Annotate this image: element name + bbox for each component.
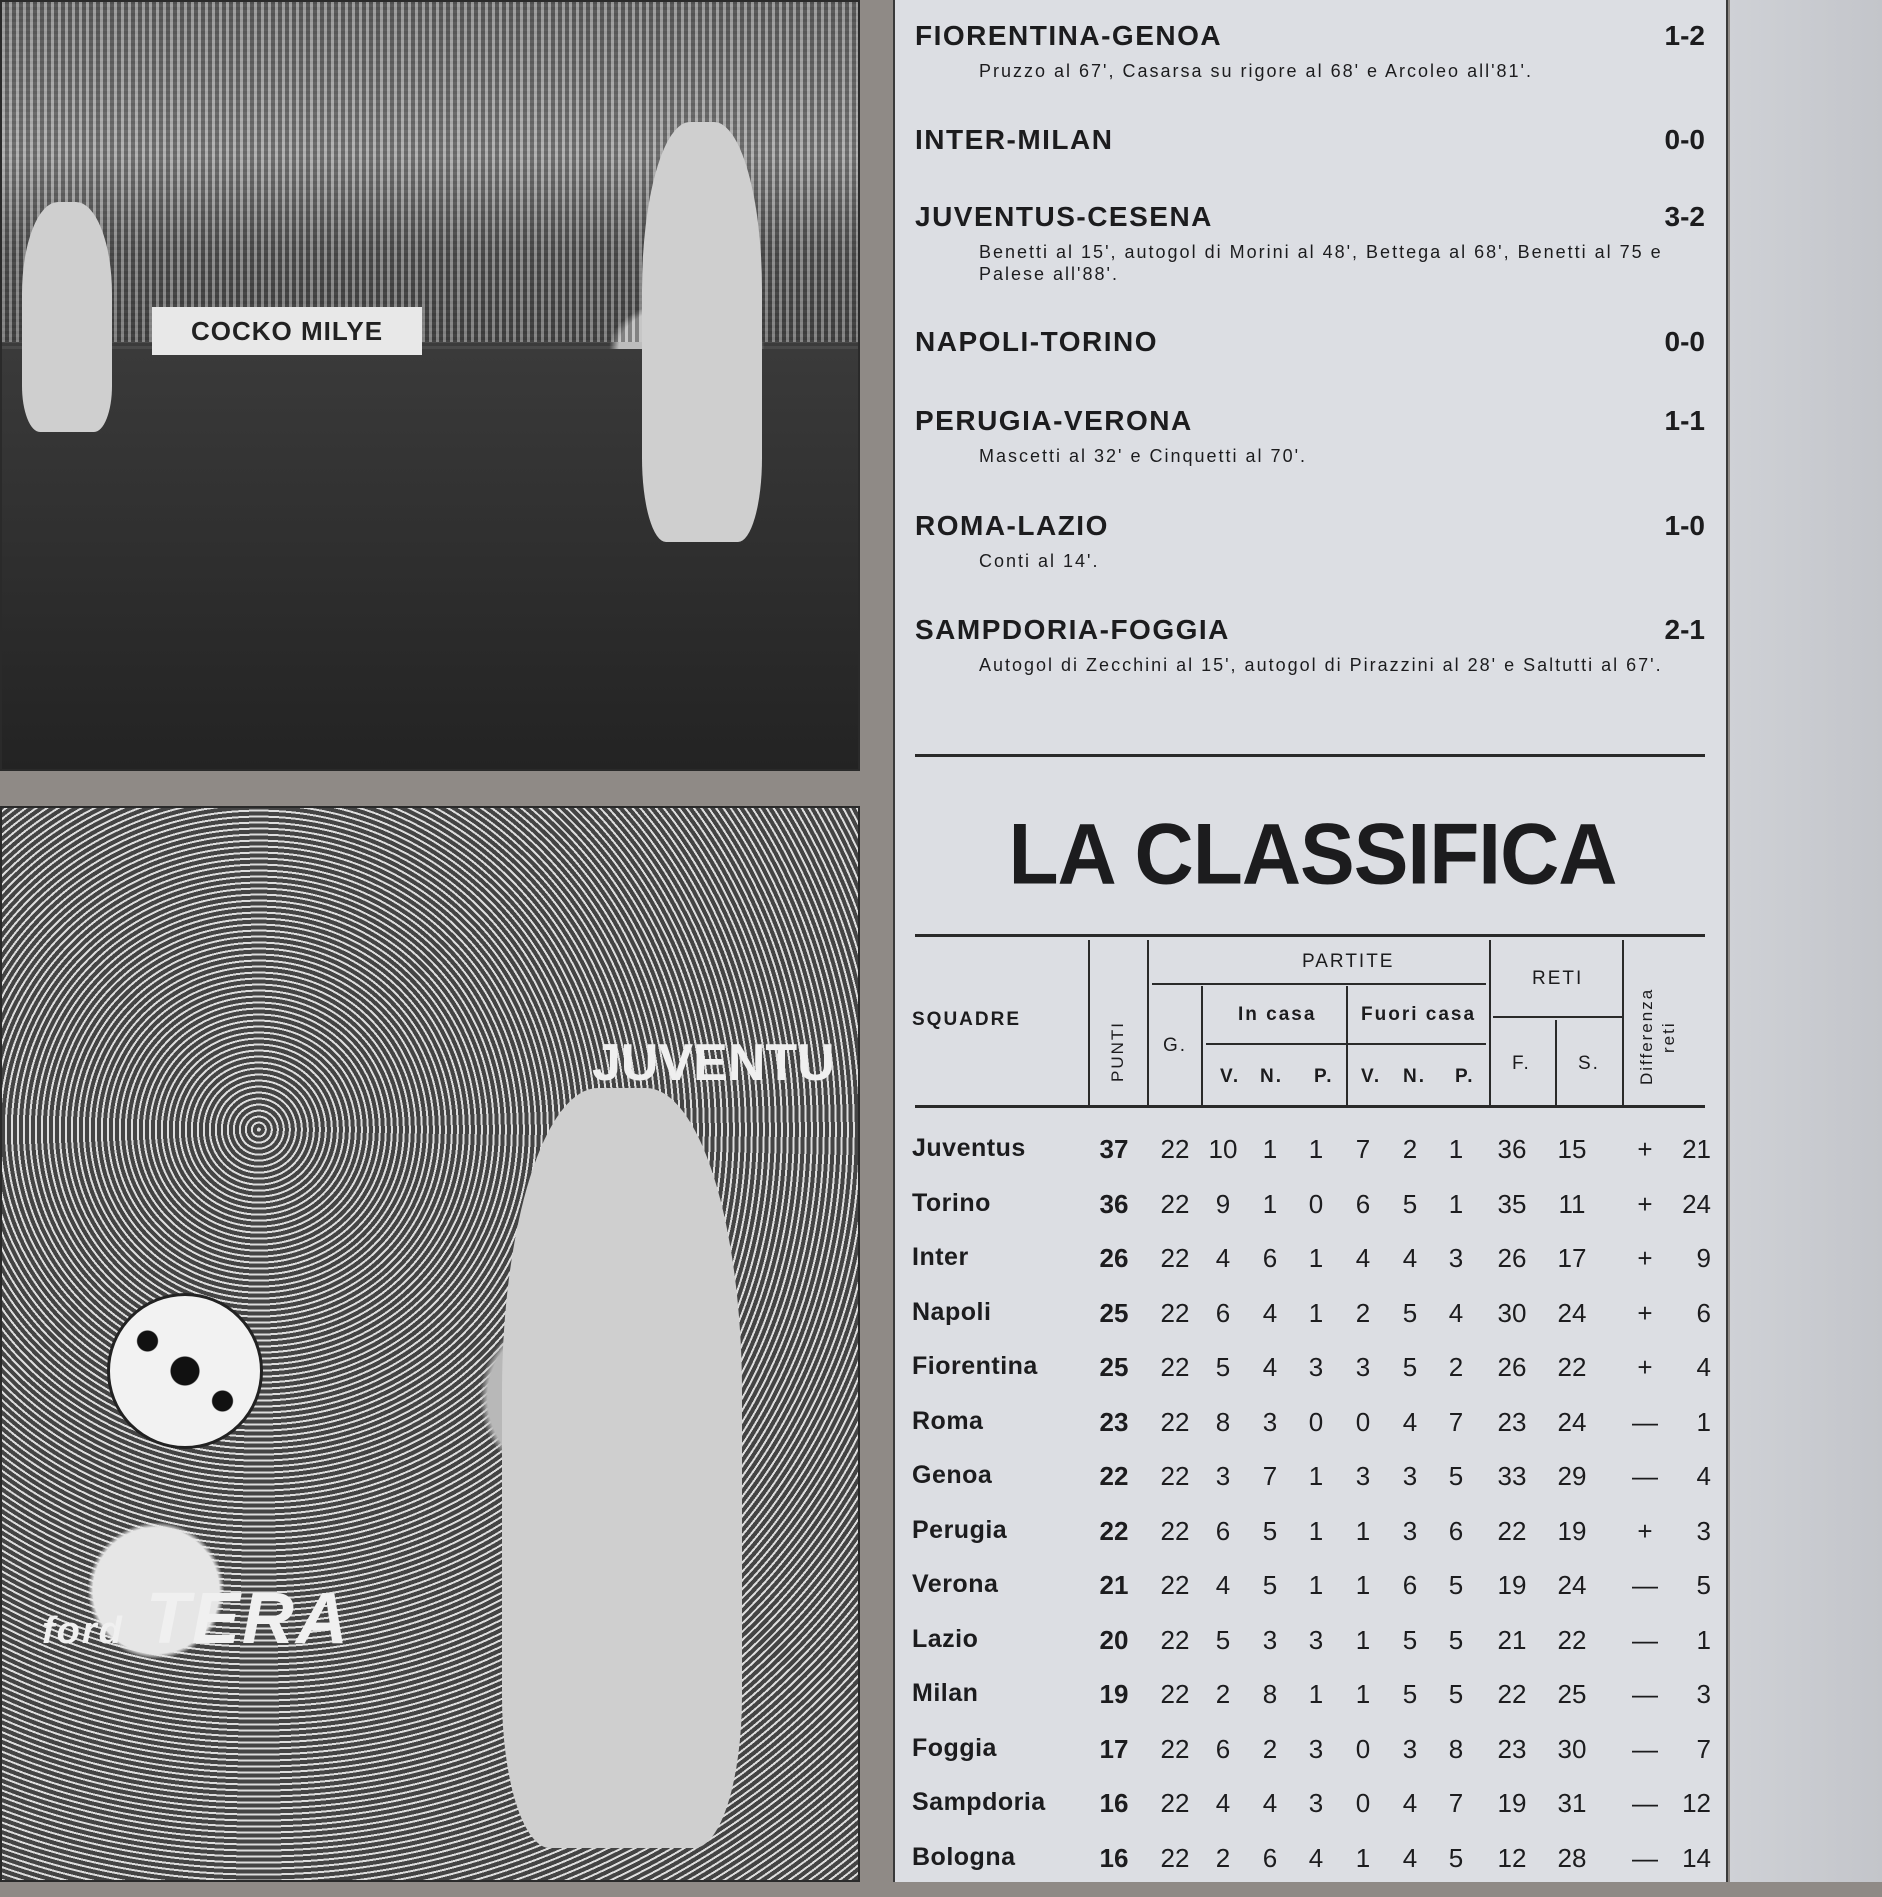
header-home-n: N. [1260, 1066, 1283, 1087]
stat-s: 22 [1557, 1624, 1587, 1655]
stat-hv: 4 [1215, 1570, 1231, 1600]
header-away-v: V. [1361, 1066, 1382, 1087]
stat-an: 2 [1402, 1134, 1418, 1164]
stat-f: 33 [1497, 1461, 1527, 1491]
player-figure [502, 1088, 742, 1848]
stat-av: 1 [1355, 1570, 1371, 1600]
header-home-p: P. [1314, 1066, 1334, 1087]
page-margin [1730, 0, 1882, 1882]
stat-f: 26 [1497, 1243, 1527, 1273]
match-teams: FIORENTINA-GENOA [915, 20, 1223, 51]
photo-match-action-top [0, 0, 860, 771]
stat-an: 5 [1402, 1679, 1418, 1709]
team-points: 26 [1099, 1243, 1129, 1273]
stat-f: 21 [1497, 1624, 1527, 1655]
table-row [895, 1570, 1730, 1624]
stat-an: 5 [1402, 1297, 1418, 1328]
goal-difference: 5 [1696, 1570, 1711, 1600]
stat-hp: 1 [1308, 1297, 1324, 1328]
stat-av: 7 [1355, 1134, 1371, 1164]
team-name: Juventus [912, 1134, 1026, 1162]
match-scorers: Autogol di Zecchini al 15', autogol di Pirazzini al 28' e Saltutti al 67'. [979, 655, 1663, 675]
stat-hp: 1 [1308, 1461, 1324, 1491]
stat-hn: 6 [1262, 1243, 1278, 1273]
team-name: Perugia [912, 1515, 1008, 1544]
match-score: 0-0 [1664, 326, 1705, 357]
stat-hn: 5 [1262, 1515, 1278, 1546]
stat-hn: 3 [1262, 1624, 1278, 1655]
diff-sign: + [1637, 1243, 1653, 1273]
stat-s: 28 [1557, 1842, 1587, 1873]
stat-hv: 4 [1215, 1788, 1231, 1818]
stadium-banner: COCKO MILYE [152, 307, 422, 355]
diff-sign: — [1632, 1788, 1658, 1818]
match-score: 2-1 [1664, 614, 1705, 645]
stat-hv: 2 [1215, 1679, 1231, 1709]
stat-hp: 3 [1308, 1788, 1324, 1818]
stat-an: 3 [1402, 1461, 1418, 1491]
stat-f: 23 [1497, 1733, 1527, 1764]
stat-an: 6 [1402, 1570, 1418, 1600]
stat-hv: 5 [1215, 1352, 1231, 1382]
header-giocate: G. [1163, 1035, 1188, 1056]
stat-ap: 1 [1448, 1134, 1464, 1164]
stat-hn: 4 [1262, 1788, 1278, 1818]
goal-difference: 6 [1696, 1297, 1711, 1328]
crowd-flag: JUVENTU [592, 1034, 835, 1092]
player-figure [642, 122, 762, 542]
stat-hv: 5 [1215, 1624, 1231, 1655]
football [107, 1293, 263, 1449]
team-points: 23 [1099, 1406, 1129, 1437]
stat-hn: 1 [1262, 1134, 1278, 1164]
goal-difference: 7 [1696, 1733, 1711, 1764]
stat-hn: 3 [1262, 1406, 1278, 1437]
stat-s: 31 [1557, 1788, 1587, 1818]
team-points: 22 [1099, 1461, 1129, 1491]
match-teams: JUVENTUS-CESENA [915, 201, 1213, 232]
stat-hv: 8 [1215, 1406, 1231, 1437]
stat-hv: 9 [1215, 1188, 1231, 1219]
match-teams: SAMPDORIA-FOGGIA [915, 614, 1230, 645]
match-teams: PERUGIA-VERONA [915, 405, 1193, 436]
table-row [895, 1461, 1730, 1515]
stat-ap: 3 [1448, 1243, 1464, 1273]
table-row [895, 1352, 1730, 1406]
goal-difference: 12 [1682, 1788, 1711, 1818]
stat-hp: 1 [1308, 1679, 1324, 1709]
team-points: 19 [1099, 1679, 1129, 1709]
stat-an: 3 [1402, 1733, 1418, 1764]
stat-an: 4 [1402, 1406, 1418, 1437]
match-scorers: Mascetti al 32' e Cinquetti al 70'. [979, 446, 1308, 466]
stat-hv: 4 [1215, 1243, 1231, 1273]
match-scorers: Pruzzo al 67', Casarsa su rigore al 68' e Arcoleo all'81'. [979, 61, 1533, 81]
stat-av: 2 [1355, 1297, 1371, 1328]
stat-an: 3 [1402, 1515, 1418, 1546]
match-score: 1-1 [1664, 405, 1705, 436]
header-partite: PARTITE [1302, 951, 1395, 972]
stat-av: 6 [1355, 1188, 1371, 1219]
stat-hv: 10 [1208, 1134, 1238, 1164]
goal-difference: 1 [1696, 1406, 1711, 1437]
stat-s: 15 [1557, 1134, 1587, 1164]
header-squadre: SQUADRE [912, 1009, 1022, 1030]
stat-g: 22 [1160, 1679, 1190, 1709]
photo-match-action-bottom [0, 806, 860, 1882]
header-away-n: N. [1403, 1066, 1426, 1087]
team-points: 16 [1099, 1842, 1129, 1873]
team-name: Inter [912, 1243, 969, 1271]
stat-av: 4 [1355, 1243, 1371, 1273]
stat-g: 22 [1160, 1406, 1190, 1437]
team-name: Foggia [912, 1733, 997, 1762]
stat-av: 1 [1355, 1679, 1371, 1709]
stat-av: 1 [1355, 1624, 1371, 1655]
team-name: Bologna [912, 1842, 1016, 1871]
table-row [895, 1734, 1730, 1788]
stat-av: 1 [1355, 1515, 1371, 1546]
header-reti: RETI [1532, 968, 1584, 989]
stat-hn: 4 [1262, 1297, 1278, 1328]
header-reti-f: F. [1512, 1053, 1531, 1074]
stat-ap: 7 [1448, 1788, 1464, 1818]
stat-av: 3 [1355, 1461, 1371, 1491]
stat-s: 17 [1557, 1243, 1587, 1273]
stat-f: 22 [1497, 1679, 1527, 1709]
diff-sign: — [1632, 1733, 1658, 1764]
stat-av: 0 [1355, 1406, 1371, 1437]
match-scorers: Conti al 14'. [979, 551, 1100, 571]
table-row [895, 1625, 1730, 1679]
divider [915, 754, 1705, 757]
table-row [895, 1189, 1730, 1243]
stat-ap: 5 [1448, 1570, 1464, 1600]
team-points: 25 [1099, 1297, 1129, 1328]
goal-difference: 4 [1696, 1352, 1711, 1382]
stat-f: 35 [1497, 1188, 1527, 1219]
stat-f: 22 [1497, 1515, 1527, 1546]
goal-difference: 1 [1696, 1624, 1711, 1655]
team-name: Torino [912, 1188, 991, 1217]
match-score: 1-2 [1664, 20, 1705, 51]
stat-hn: 7 [1262, 1461, 1278, 1491]
diff-sign: — [1632, 1679, 1658, 1709]
diff-sign: — [1632, 1842, 1658, 1873]
diff-sign: + [1637, 1515, 1653, 1546]
match-teams: INTER-MILAN [915, 124, 1114, 155]
match-score: 1-0 [1664, 510, 1705, 541]
stat-s: 24 [1557, 1406, 1587, 1437]
team-name: Napoli [912, 1297, 992, 1326]
match-teams: NAPOLI-TORINO [915, 326, 1158, 357]
diff-sign: + [1637, 1352, 1653, 1382]
stat-f: 12 [1497, 1842, 1527, 1873]
stat-ap: 4 [1448, 1297, 1464, 1328]
team-name: Genoa [912, 1461, 993, 1489]
stat-f: 26 [1497, 1352, 1527, 1382]
stat-hp: 3 [1308, 1624, 1324, 1655]
stat-g: 22 [1160, 1842, 1190, 1873]
header-differenza-reti: reti [1659, 1021, 1678, 1053]
team-name: Roma [912, 1406, 984, 1435]
team-points: 25 [1099, 1352, 1129, 1382]
stat-hp: 0 [1308, 1188, 1324, 1219]
team-points: 36 [1099, 1188, 1129, 1219]
stat-s: 24 [1557, 1297, 1587, 1328]
stat-an: 4 [1402, 1842, 1418, 1873]
header-away-p: P. [1455, 1066, 1475, 1087]
stat-g: 22 [1160, 1515, 1190, 1546]
match-scorers: Benetti al 15', autogol di Morini al 48', Bettega al 68', Benetti al 75 e Palese all'88'. [979, 242, 1663, 284]
table-row [895, 1134, 1730, 1188]
table-row [895, 1788, 1730, 1842]
stat-s: 11 [1558, 1188, 1586, 1219]
stat-hp: 0 [1308, 1406, 1324, 1437]
stat-ap: 5 [1448, 1461, 1464, 1491]
team-name: Lazio [912, 1624, 979, 1653]
team-name: Milan [912, 1679, 979, 1707]
page-title: LA CLASSIFICA [1008, 806, 1617, 903]
stat-hp: 1 [1308, 1570, 1324, 1600]
table-row [895, 1243, 1730, 1297]
table-row [895, 1843, 1730, 1897]
stat-ap: 1 [1448, 1188, 1464, 1219]
stat-hp: 1 [1308, 1515, 1324, 1546]
table-row [895, 1679, 1730, 1733]
team-points: 20 [1099, 1624, 1129, 1655]
stat-ap: 5 [1448, 1679, 1464, 1709]
stat-hp: 4 [1308, 1842, 1324, 1873]
diff-sign: + [1637, 1188, 1653, 1219]
stat-g: 22 [1160, 1570, 1190, 1600]
header-in-casa: In casa [1238, 1004, 1317, 1025]
diff-sign: — [1632, 1461, 1658, 1491]
stat-g: 22 [1160, 1624, 1190, 1655]
stat-hn: 5 [1262, 1570, 1278, 1600]
stat-hn: 1 [1262, 1188, 1278, 1219]
stat-hp: 1 [1308, 1243, 1324, 1273]
header-home-v: V. [1220, 1066, 1241, 1087]
stat-s: 24 [1557, 1570, 1587, 1600]
stat-hn: 2 [1262, 1733, 1278, 1764]
table-row [895, 1407, 1730, 1461]
stat-an: 4 [1402, 1243, 1418, 1273]
stat-av: 3 [1355, 1352, 1371, 1382]
stat-hv: 6 [1215, 1297, 1231, 1328]
stat-g: 22 [1160, 1243, 1190, 1273]
stat-hv: 6 [1215, 1733, 1231, 1764]
goal-difference: 24 [1682, 1188, 1711, 1219]
stat-ap: 6 [1448, 1515, 1464, 1546]
table-row [895, 1298, 1730, 1352]
stat-f: 36 [1497, 1134, 1527, 1164]
stat-an: 5 [1402, 1352, 1418, 1382]
stat-av: 0 [1355, 1788, 1371, 1818]
table-row [895, 1516, 1730, 1570]
team-points: 37 [1099, 1134, 1129, 1164]
header-punti: PUNTI [1108, 1021, 1127, 1082]
header-differenza: Differenza [1637, 987, 1656, 1085]
stat-f: 19 [1497, 1570, 1527, 1600]
stat-hv: 3 [1215, 1461, 1231, 1491]
goal-difference: 21 [1682, 1134, 1711, 1164]
stat-hn: 6 [1262, 1842, 1278, 1873]
stat-hp: 3 [1308, 1352, 1324, 1382]
stat-hv: 2 [1215, 1842, 1231, 1873]
stat-f: 30 [1497, 1297, 1527, 1328]
team-points: 16 [1099, 1788, 1129, 1818]
diff-sign: + [1637, 1134, 1653, 1164]
team-name: Verona [912, 1570, 999, 1598]
stat-ap: 2 [1448, 1352, 1464, 1382]
match-score: 3-2 [1664, 201, 1705, 232]
match-score: 0-0 [1664, 124, 1705, 155]
stat-av: 1 [1355, 1842, 1371, 1873]
stat-g: 22 [1160, 1352, 1190, 1382]
stat-ap: 5 [1448, 1842, 1464, 1873]
team-points: 21 [1099, 1570, 1129, 1600]
stat-g: 22 [1160, 1733, 1190, 1764]
diff-sign: + [1637, 1297, 1653, 1328]
stat-s: 25 [1557, 1679, 1587, 1709]
goal-difference: 3 [1696, 1679, 1711, 1709]
goal-difference: 3 [1696, 1515, 1711, 1546]
stat-hp: 1 [1308, 1134, 1324, 1164]
header-fuori-casa: Fuori casa [1361, 1004, 1477, 1025]
team-name: Fiorentina [912, 1352, 1038, 1380]
team-points: 17 [1099, 1733, 1129, 1764]
team-name: Sampdoria [912, 1788, 1046, 1816]
stat-ap: 5 [1448, 1624, 1464, 1655]
goal-difference: 4 [1696, 1461, 1711, 1491]
goal-difference: 9 [1696, 1243, 1711, 1273]
diff-sign: — [1632, 1570, 1658, 1600]
diff-sign: — [1632, 1406, 1658, 1437]
stat-an: 5 [1402, 1624, 1418, 1655]
stat-hn: 8 [1262, 1679, 1278, 1709]
stat-av: 0 [1355, 1733, 1371, 1764]
stat-ap: 8 [1448, 1733, 1464, 1764]
stat-g: 22 [1160, 1188, 1190, 1219]
stat-f: 19 [1497, 1788, 1527, 1818]
stat-s: 19 [1557, 1515, 1587, 1546]
stat-ap: 7 [1448, 1406, 1464, 1437]
stat-g: 22 [1160, 1461, 1190, 1491]
goal-difference: 14 [1682, 1842, 1711, 1873]
stat-hv: 6 [1215, 1515, 1231, 1546]
stat-s: 22 [1557, 1352, 1587, 1382]
advertising-board: ford TERA [42, 1579, 350, 1659]
player-figure [22, 202, 112, 432]
stat-s: 30 [1557, 1733, 1587, 1764]
stat-g: 22 [1160, 1788, 1190, 1818]
results-sheet [893, 0, 1728, 1882]
stat-hp: 3 [1308, 1733, 1324, 1764]
match-teams: ROMA-LAZIO [915, 510, 1109, 541]
stat-an: 4 [1402, 1788, 1418, 1818]
stat-hn: 4 [1262, 1352, 1278, 1382]
stat-s: 29 [1557, 1461, 1587, 1491]
stat-g: 22 [1160, 1297, 1190, 1328]
diff-sign: — [1632, 1624, 1658, 1655]
team-points: 22 [1099, 1515, 1129, 1546]
header-reti-s: S. [1578, 1053, 1600, 1074]
stat-an: 5 [1402, 1188, 1418, 1219]
stat-f: 23 [1497, 1406, 1527, 1437]
stat-g: 22 [1160, 1134, 1190, 1164]
